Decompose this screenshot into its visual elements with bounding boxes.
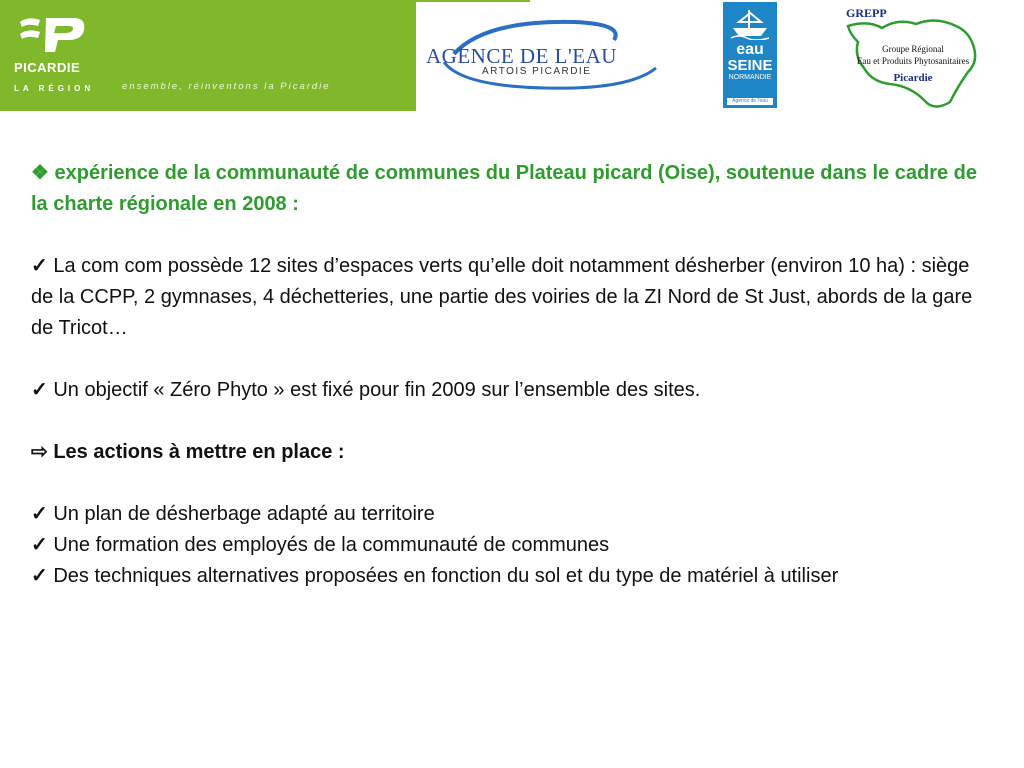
agence-eau-logo — [424, 18, 670, 96]
diamond-bullet-icon: ❖ — [31, 162, 49, 184]
item-text: Un objectif « Zéro Phyto » est fixé pour fin 2009 sur l’ensemble des sites. — [53, 379, 701, 401]
check-icon: ✓ — [31, 534, 48, 556]
seine-eau-label: eau — [736, 41, 764, 58]
check-icon: ✓ — [31, 379, 48, 401]
header-divider — [416, 0, 530, 2]
actions-heading — [31, 437, 991, 468]
action-text: Des techniques alternatives proposées en fonction du sol et du type de matériel à utiliser — [53, 565, 839, 587]
section-heading — [31, 158, 991, 220]
picardie-name: PICARDIE — [14, 60, 81, 75]
ship-icon — [727, 6, 773, 40]
picardie-subtitle: LA RÉGION — [14, 84, 95, 93]
list-item — [31, 530, 991, 561]
item-text: La com com possède 12 sites d’espaces verts qu’elle doit notamment désherber (environ 10 ha) : siège de la CCPP, 2 gymnases, 4 déchetteries, une partie des voiries de la ZI Nord de St Just, abords de la gare de Tricot… — [31, 255, 973, 339]
action-text: Un plan de désherbage adapté au territoire — [53, 503, 435, 525]
list-item — [31, 251, 991, 344]
heading-text: expérience de la communauté de communes du Plateau picard (Oise), soutenue dans le cadre de la charte régionale en 2008 : — [31, 162, 978, 215]
seine-label: SEINE — [727, 57, 773, 74]
picardie-region-logo — [0, 0, 416, 111]
picardie-emblem-icon — [18, 14, 90, 54]
list-item — [31, 499, 991, 530]
arrow-right-icon: ⇨ — [31, 441, 48, 463]
agence-de-leau-label: Agence de l'eau — [727, 98, 773, 105]
slide-content — [31, 158, 991, 592]
agence-subtitle: ARTOIS PICARDIE — [482, 66, 592, 77]
grepp-line-1: Groupe Régional — [882, 44, 944, 54]
list-item — [31, 375, 991, 406]
agence-title: AGENCE DE L'EAU — [426, 44, 617, 68]
grepp-line-3: Picardie — [893, 72, 933, 84]
picardie-tagline: ensemble, réinventons la Picardie — [122, 81, 331, 92]
action-text: Une formation des employés de la communauté de communes — [53, 534, 610, 556]
check-icon: ✓ — [31, 255, 48, 277]
list-item — [31, 561, 991, 592]
actions-title: Les actions à mettre en place : — [53, 441, 345, 463]
grepp-line-2: Eau et Produits Phytosanitaires — [856, 56, 970, 66]
normandie-label: NORMANDIE — [728, 74, 772, 81]
check-icon: ✓ — [31, 565, 48, 587]
check-icon: ✓ — [31, 503, 48, 525]
grepp-title: GREPP — [846, 6, 887, 20]
grepp-logo — [838, 2, 988, 114]
eau-seine-normandie-logo — [723, 2, 777, 108]
